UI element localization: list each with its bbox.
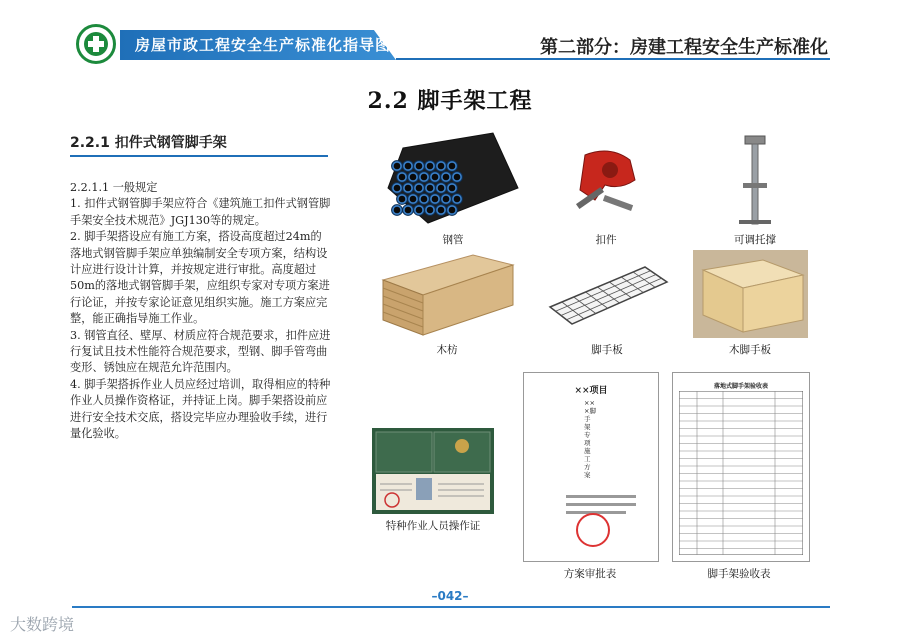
header-left-title: 房屋市政工程安全生产标准化指导图册 [135, 36, 408, 54]
caption-pipes: 钢管 [442, 234, 464, 246]
wood-board-image [693, 250, 808, 338]
red-seal-icon [576, 513, 610, 547]
approval-form-image [523, 372, 659, 562]
section-body [70, 180, 332, 443]
header-divider [396, 58, 830, 60]
section-divider [70, 155, 328, 157]
caption-jack: 可调托撑 [734, 234, 776, 246]
caption-wood-board: 木脚手板 [729, 344, 771, 356]
caption-steel-board: 脚手板 [591, 344, 623, 356]
steel-pipes-image [383, 128, 523, 228]
page-number: –042– [431, 589, 469, 603]
section-heading: 2.2.1 扣件式钢管脚手架 [70, 135, 227, 151]
caption-approval: 方案审批表 [563, 568, 617, 580]
safety-logo-icon [76, 24, 116, 64]
certificate-image [372, 428, 494, 514]
acceptance-form-title: 落地式脚手架验收表 [713, 383, 768, 390]
approval-form-vertical-text: ×××脚手架专项施工方案 [584, 399, 596, 479]
rule-item: 2. 脚手架搭设应有施工方案，搭设高度超过24m的落地式钢管脚手架应单独编制安全专项方案，结构设计应进行设计计算，并按规定进行审批。高度超过50m的落地式钢管脚手架，应组织专家对专项方案进行论证，并按专家论证意见组织实施。施工方案应完整，能正确指导施工作业。 [70, 230, 330, 326]
timber-image [378, 250, 516, 338]
caption-acceptance: 脚手架验收表 [707, 568, 771, 580]
caption-coupler: 扣件 [595, 234, 617, 246]
approval-form-title: ××项目 [574, 386, 608, 396]
caption-wood: 木枋 [436, 344, 458, 356]
footer-divider [72, 606, 830, 608]
subheading: 2.2.1.1 一般规定 [70, 181, 158, 194]
watermark: 大数跨境 [10, 615, 75, 634]
steel-board-image [545, 262, 670, 332]
caption-certificate: 特种作业人员操作证 [385, 520, 481, 532]
rule-item: 1. 扣件式钢管脚手架应符合《建筑施工扣件式钢管脚手架安全技术规范》JGJ130等的规定。 [70, 197, 331, 227]
rule-item: 4. 脚手架搭拆作业人员应经过培训，取得相应的特种作业人员操作资格证，并持证上岗。脚手架搭设前应进行安全技术交底，搭设完毕应办理验收手续，进行量化验收。 [70, 377, 331, 441]
coupler-image [565, 145, 650, 230]
acceptance-table-grid [679, 391, 803, 555]
header-right-title: 第二部分：房建工程安全生产标准化 [540, 37, 828, 58]
page-title: 2.2 脚手架工程 [367, 88, 533, 114]
acceptance-form-image [672, 372, 810, 562]
adjustable-jack-image [725, 128, 785, 228]
rule-item: 3. 钢管直径、壁厚、材质应符合规范要求，扣件应进行复试且技术性能符合规范要求，型钢、脚手管弯曲变形、锈蚀应在规范允许范围内。 [70, 328, 331, 375]
